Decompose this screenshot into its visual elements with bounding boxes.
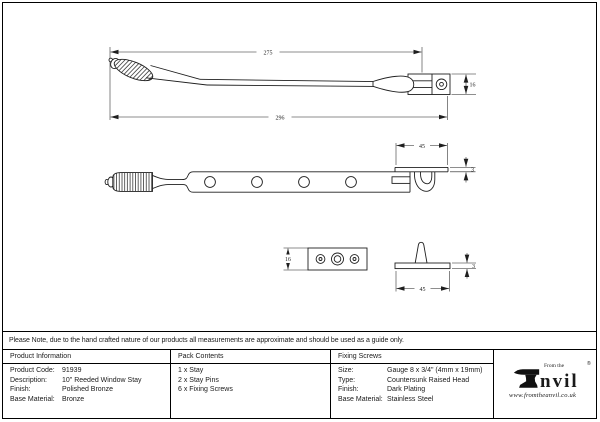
pack-contents-header: Pack Contents <box>178 353 224 360</box>
dim-label-16-side: 16 <box>469 82 476 89</box>
dim-label-16-pinplate: 16 <box>285 257 291 264</box>
stay-hole <box>346 177 357 188</box>
row-value: 91939 <box>62 367 82 374</box>
fixing-screws-header: Fixing Screws <box>338 353 382 360</box>
dim-label-45-pin: 45 <box>419 286 426 293</box>
row-value: Dark Plating <box>387 386 426 394</box>
stay-pin-base <box>395 263 450 269</box>
brand-logo <box>494 350 597 418</box>
stay-hole <box>299 177 310 188</box>
list-item: 6 x Fixing Screws <box>178 386 233 394</box>
table-row <box>338 366 490 376</box>
row-value: Polished Bronze <box>62 386 113 394</box>
header-underline <box>2 363 494 364</box>
stay-loop-end <box>373 76 414 92</box>
row-value: Gauge 8 x 3/4" (4mm x 19mm) <box>387 367 483 374</box>
row-label: Finish: <box>338 386 359 394</box>
row-value: Stainless Steel <box>387 396 434 404</box>
row-label: Base Material: <box>10 396 55 404</box>
logo-prefix: From the <box>544 363 565 369</box>
dim-label-3-pin: 3 <box>472 264 475 270</box>
logo-name: nvil <box>540 371 579 392</box>
fixing-screws-body <box>338 366 490 405</box>
stay-side-view-drawing <box>109 47 476 122</box>
row-label: Product Code: <box>10 367 55 374</box>
note-text: Please Note, due to the hand crafted nature of our products all measurements are approximate and should be used as a guide only. <box>9 337 404 344</box>
pack-contents-body <box>178 366 328 395</box>
stay-pin-cone <box>415 242 427 263</box>
stay-pin-drawing <box>395 242 476 292</box>
info-table <box>2 349 597 418</box>
stay-hole <box>205 177 216 188</box>
anvil-icon <box>513 368 540 389</box>
table-row <box>338 395 490 405</box>
table-divider <box>170 350 171 418</box>
table-row <box>10 366 168 376</box>
pin-plate-drawing <box>283 248 368 270</box>
table-row <box>10 385 168 395</box>
dim-label-45-plan: 45 <box>419 143 425 150</box>
pivot-screw-hole <box>436 79 447 90</box>
reeded-grip <box>111 55 155 85</box>
row-label: Size: <box>338 367 354 374</box>
list-item: 1 x Stay <box>178 367 204 374</box>
stay-plan-view-drawing <box>105 141 475 192</box>
registered-trademark: ® <box>587 361 591 367</box>
table-divider <box>330 350 331 418</box>
list-item: 2 x Stay Pins <box>178 376 219 384</box>
dim-label-275: 275 <box>263 50 273 57</box>
logo-website: www.fromtheanvil.co.uk <box>509 392 577 399</box>
product-information-body <box>10 366 168 405</box>
row-label: Type: <box>338 376 356 384</box>
row-value: Bronze <box>62 396 85 404</box>
row-value: 10" Reeded Window Stay <box>62 376 142 384</box>
reeded-grip-plan <box>113 173 153 192</box>
table-row <box>10 376 168 386</box>
row-label: Finish: <box>10 386 31 394</box>
stay-hole <box>252 177 263 188</box>
table-row <box>10 395 168 405</box>
row-value: Countersunk Raised Head <box>387 376 470 384</box>
row-label: Base Material: <box>338 396 383 404</box>
table-row <box>338 385 490 395</box>
row-label: Description: <box>10 376 47 384</box>
product-information-header: Product Information <box>10 353 72 360</box>
dim-label-296: 296 <box>275 115 285 122</box>
note-bar <box>2 331 597 349</box>
table-row <box>338 376 490 386</box>
dim-label-3-plan: 3 <box>471 167 474 174</box>
